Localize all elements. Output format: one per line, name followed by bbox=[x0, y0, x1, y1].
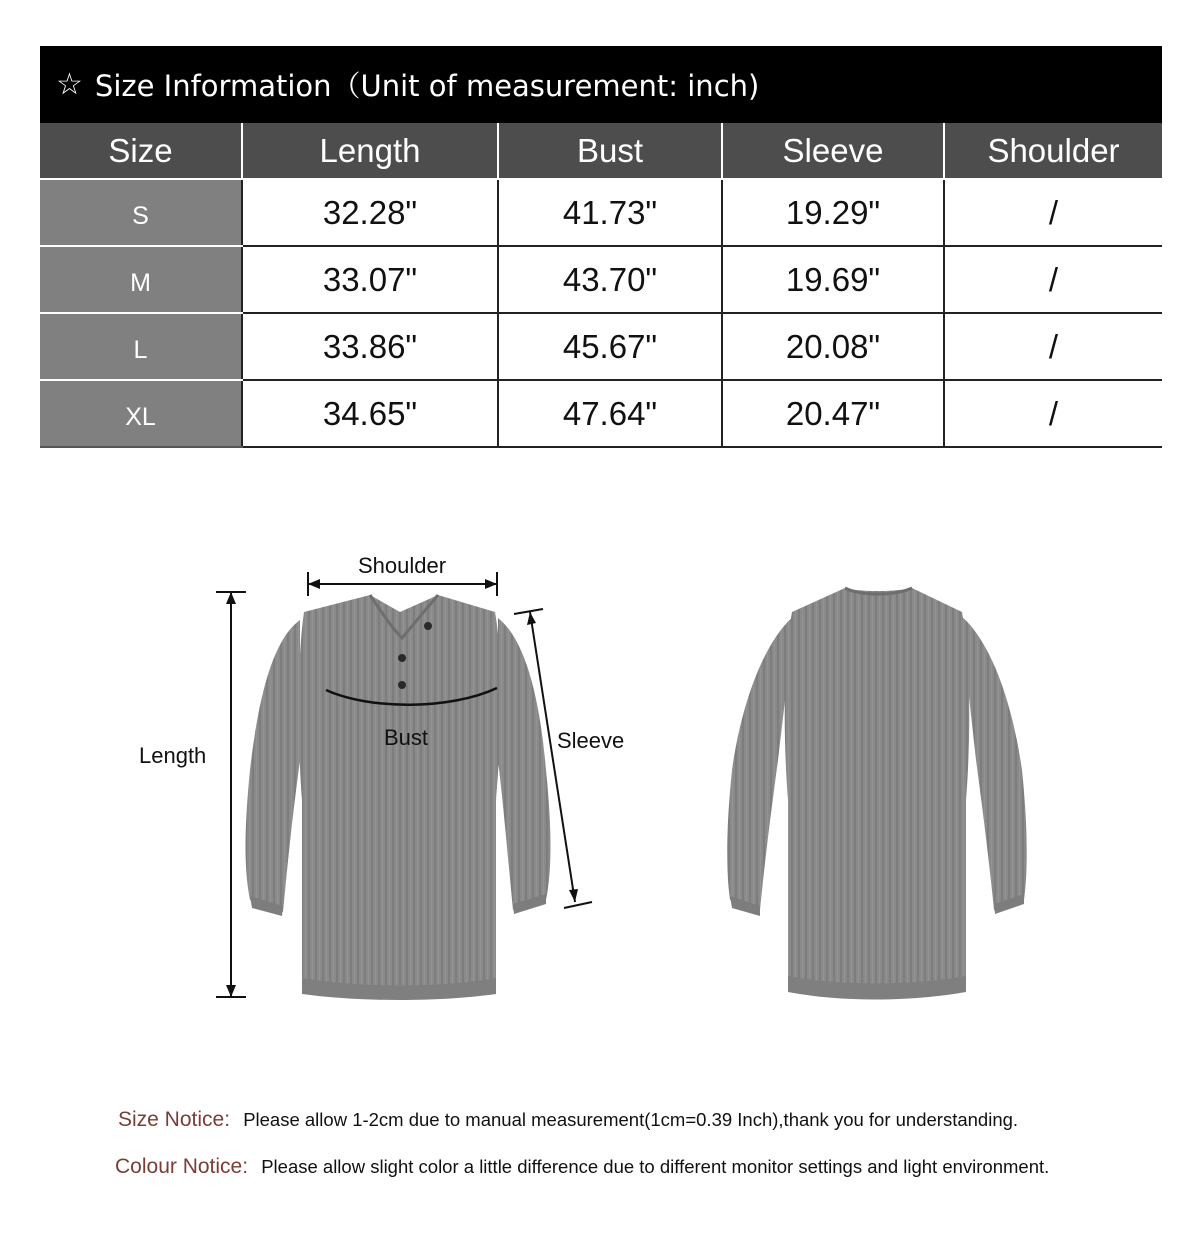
size-cell: M bbox=[40, 246, 242, 313]
size-notice-label: Size Notice: bbox=[118, 1108, 231, 1131]
header-shoulder: Shoulder bbox=[944, 123, 1162, 179]
header-size: Size bbox=[40, 123, 242, 179]
header-length: Length bbox=[242, 123, 498, 179]
header-sleeve: Sleeve bbox=[722, 123, 944, 179]
header-bust: Bust bbox=[498, 123, 722, 179]
size-grid bbox=[40, 123, 1162, 448]
table-title: Size Information（Unit of measurement: inch) bbox=[94, 69, 760, 103]
table-row bbox=[40, 246, 1162, 313]
shoulder-label: Shoulder bbox=[358, 553, 447, 578]
sleeve-cell: 20.08" bbox=[722, 313, 944, 380]
size-notice bbox=[118, 1108, 1049, 1155]
colour-notice-label: Colour Notice: bbox=[115, 1155, 249, 1178]
colour-notice-text: Please allow slight color a little difference due to different monitor settings and light environment. bbox=[261, 1156, 1050, 1177]
measurement-diagram bbox=[0, 500, 1200, 1060]
sleeve-cell: 19.29" bbox=[722, 179, 944, 246]
length-label: Length bbox=[139, 743, 207, 768]
table-row bbox=[40, 380, 1162, 447]
length-cell: 33.07" bbox=[242, 246, 498, 313]
shoulder-cell: / bbox=[944, 313, 1162, 380]
bust-cell: 43.70" bbox=[498, 246, 722, 313]
sleeve-cell: 19.69" bbox=[722, 246, 944, 313]
colour-notice bbox=[115, 1155, 1049, 1202]
length-cell: 34.65" bbox=[242, 380, 498, 447]
header-row bbox=[40, 123, 1162, 179]
size-cell: L bbox=[40, 313, 242, 380]
table-title-bar bbox=[40, 46, 1162, 123]
button-icon bbox=[424, 622, 432, 630]
size-cell: S bbox=[40, 179, 242, 246]
sweater-illustrations bbox=[0, 500, 1200, 1060]
star-icon: ☆ bbox=[56, 67, 83, 102]
bust-cell: 41.73" bbox=[498, 179, 722, 246]
button-icon bbox=[398, 681, 406, 689]
bust-label: Bust bbox=[384, 725, 429, 750]
table-row bbox=[40, 179, 1162, 246]
size-notice-text: Please allow 1-2cm due to manual measurement(1cm=0.39 Inch),thank you for understanding. bbox=[243, 1109, 1019, 1130]
shoulder-cell: / bbox=[944, 179, 1162, 246]
size-information-table bbox=[40, 46, 1162, 448]
sleeve-cell: 20.47" bbox=[722, 380, 944, 447]
bust-cell: 47.64" bbox=[498, 380, 722, 447]
table-row bbox=[40, 313, 1162, 380]
shoulder-cell: / bbox=[944, 380, 1162, 447]
size-cell: XL bbox=[40, 380, 242, 447]
notices bbox=[115, 1108, 1050, 1202]
front-sweater-image bbox=[246, 595, 551, 1000]
length-cell: 33.86" bbox=[242, 313, 498, 380]
sleeve-label: Sleeve bbox=[557, 728, 625, 753]
shoulder-cell: / bbox=[944, 246, 1162, 313]
length-cell: 32.28" bbox=[242, 179, 498, 246]
button-icon bbox=[398, 654, 406, 662]
bust-cell: 45.67" bbox=[498, 313, 722, 380]
back-sweater-image bbox=[727, 588, 1027, 1000]
